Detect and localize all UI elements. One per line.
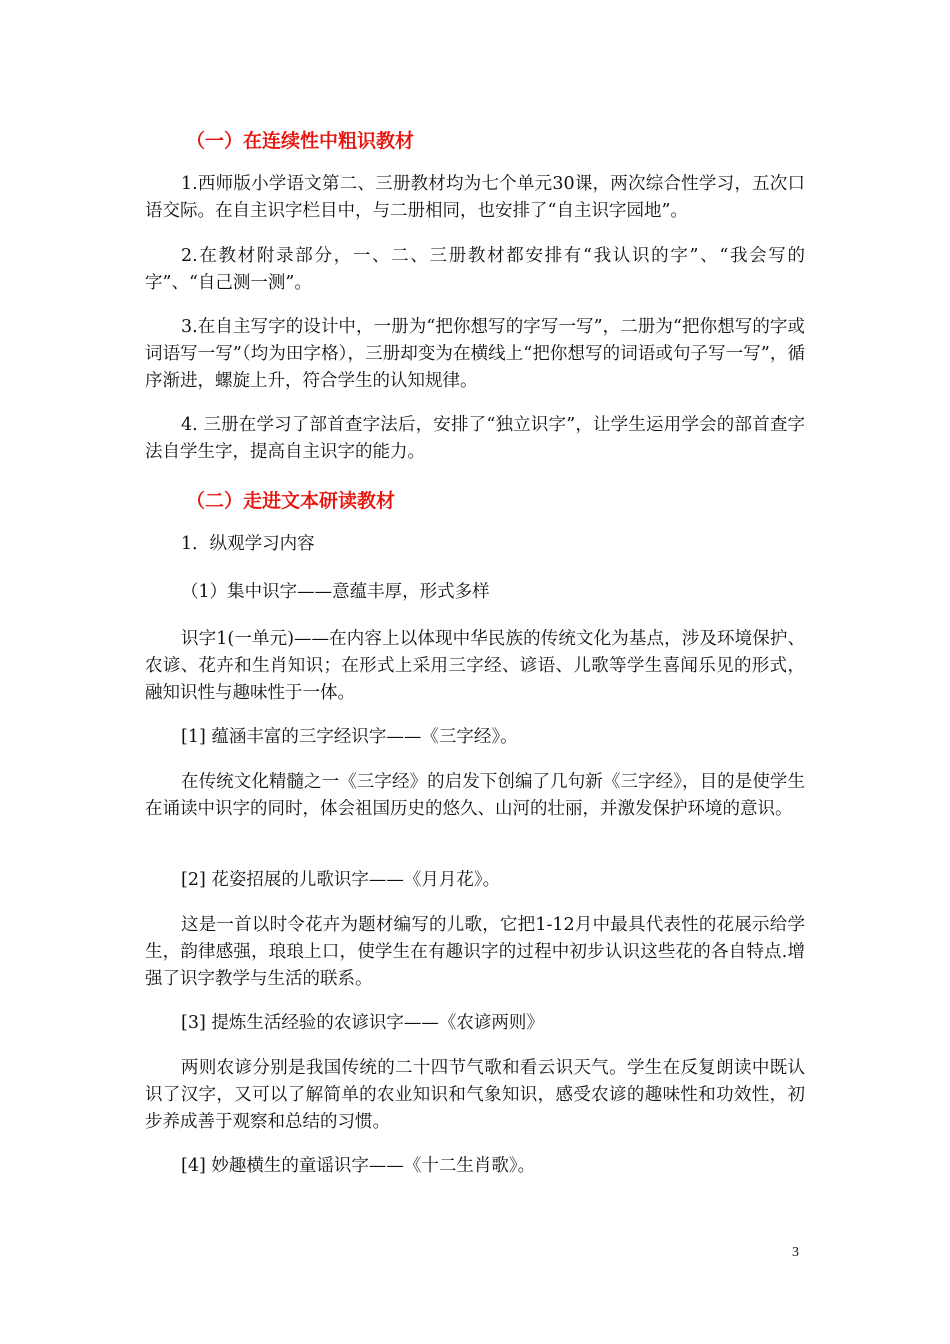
paragraph-4: 4. 三册在学习了部首查字法后，安排了“独立识字”，让学生运用学会的部首查字法自学生字，提高自主识字的能力。 <box>145 415 805 462</box>
item-title-2: [2] 花姿招展的儿歌识字——《月月花》。 <box>181 870 501 890</box>
item-title-4: [4] 妙趣横生的童谣识字——《十二生肖歌》。 <box>181 1156 536 1176</box>
paragraph-2: 2.在教材附录部分，一、二、三册教材都安排有“我认识的字”、“我会写的字”、“自己测一测”。 <box>145 246 805 293</box>
item-title-3: [3] 提炼生活经验的农谚识字——《农谚两则》 <box>181 1013 544 1033</box>
paragraph-1: 1.西师版小学语文第二、三册教材均为七个单元30课，两次综合性学习，五次口语交际。在自主识字栏目中，与二册相同，也安排了“自主识字园地”。 <box>145 174 805 221</box>
item-title-1: [1] 蕴涵丰富的三字经识字——《三字经》。 <box>181 727 518 747</box>
intro-paragraph: 识字1(一单元)——在内容上以体现中华民族的传统文化为基点，涉及环境保护、农谚、花卉和生肖知识；在形式上采用三字经、谚语、儿歌等学生喜闻乐见的形式，融知识性与趣味性于一体。 <box>145 629 805 703</box>
section-heading-1: （一）在连续性中粗识教材 <box>186 130 415 152</box>
item-body-2: 这是一首以时令花卉为题材编写的儿歌，它把1-12月中最具代表性的花展示给学生，韵律感强，琅琅上口，使学生在有趣识字的过程中初步认识这些花的各自特点.增强了识字教学与生活的联系。 <box>145 915 805 989</box>
item-body-1: 在传统文化精髓之一《三字经》的启发下创编了几句新《三字经》，目的是使学生在诵读中识字的同时，体会祖国历史的悠久、山河的壮丽，并激发保护环境的意识。 <box>145 772 805 819</box>
paragraph-3: 3.在自主写字的设计中，一册为“把你想写的字写一写”，二册为“把你想写的字或词语写一写”（均为田字格），三册却变为在横线上“把你想写的词语或句子写一写”，循序渐进，螺旋上升，符合学生的认知规律。 <box>145 317 805 391</box>
section-heading-2: （二）走进文本研读教材 <box>186 490 396 512</box>
subheading-line: （1）集中识字——意蕴丰厚，形式多样 <box>181 582 490 602</box>
overview-line: 1．纵观学习内容 <box>181 534 315 554</box>
page-number: 3 <box>792 1245 799 1260</box>
item-body-3: 两则农谚分别是我国传统的二十四节气歌和看云识天气。学生在反复朗读中既认识了汉字，又可以了解简单的农业知识和气象知识，感受农谚的趣味性和功效性，初步养成善于观察和总结的习惯。 <box>145 1058 805 1132</box>
